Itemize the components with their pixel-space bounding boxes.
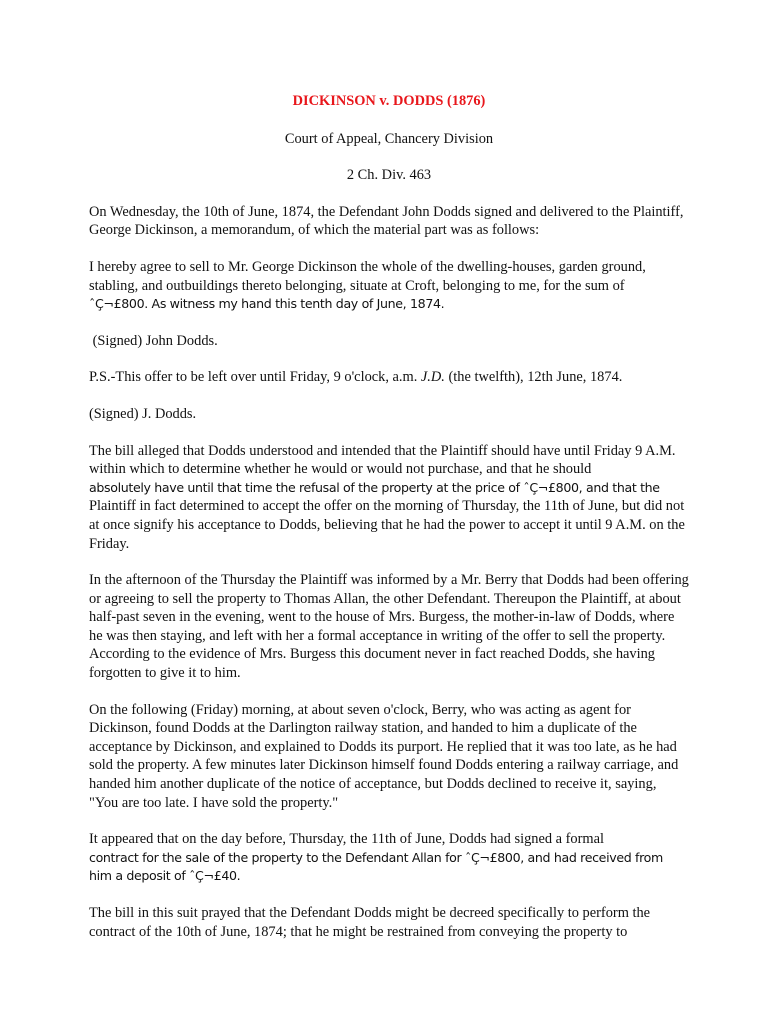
case-citation: 2 Ch. Div. 463 [346, 167, 432, 184]
paragraph-thursday-afternoon: In the afternoon of the Thursday the Plaintiff was informed by a Mr. Berry that Dodds had been offering or agreeing to sell the property to Thomas Allan, the other Defendant. Thereupon the Plaintiff, at about half-past seven in the evening, went to the house of Mrs. Burgess, the mother-in-law of Dodds, where he was then staying, and left with her a formal acceptance in writing of the offer to sell the property. According to the evidence of Mrs. Burgess this document never in fact reached Dodds, she having forgotten to give it to him. [89, 572, 689, 682]
postscript-text: P.S.-This offer to be left over until Friday, 9 o'clock, a.m. [89, 369, 421, 386]
signature-j-dodds: (Signed) J. Dodds. [89, 405, 197, 422]
memorandum-paragraph [89, 258, 689, 314]
bill-alleged-text-2: Plaintiff in fact determined to accept the offer on the morning of Thursday, the 11th of June, but did not at once signify his acceptance to Dodds, believing that he had the power to accept it until 9 A.M. on the Friday. [89, 498, 685, 552]
paragraph-1: On Wednesday, the 10th of June, 1874, the Defendant John Dodds signed and delivered to the Plaintiff, George Dickinson, a memorandum, of which the material part was as follows: [89, 203, 684, 239]
memorandum-text: I hereby agree to sell to Mr. George Dickinson the whole of the dwelling-houses, garden ground, stabling, and outbuildings thereto belonging, situate at Croft, belonging to me, for the sum of [89, 258, 646, 294]
case-title: DICKINSON v. DODDS (1876) [292, 93, 486, 109]
postscript-paragraph [89, 368, 689, 387]
contract-allan-text-1: It appeared that on the day before, Thursday, the 11th of June, Dodds had signed a formal [89, 831, 604, 848]
paragraph-contract-allan [89, 830, 689, 886]
memorandum-price-line: ˆÇ¬£800. As witness my hand this tenth day of June, 1874. [89, 296, 445, 312]
contract-allan-price-line: contract for the sale of the property to the Defendant Allan for ˆÇ¬£800, and had received from [89, 849, 663, 865]
court-name: Court of Appeal, Chancery Division [284, 130, 494, 147]
signature-john-dodds: (Signed) John Dodds. [89, 332, 218, 349]
initials: J.D. [420, 369, 445, 386]
paragraph-bill-prayed: The bill in this suit prayed that the Defendant Dodds might be decreed specifically to perform the contract of the 10th of June, 1874; that he might be restrained from conveying the property to [89, 905, 651, 940]
postscript-date: (the twelfth), 12th June, 1874. [444, 369, 623, 386]
document-page [89, 92, 689, 959]
contract-allan-deposit-line: him a deposit of ˆÇ¬£40. [89, 868, 241, 884]
bill-alleged-text-1: The bill alleged that Dodds understood and intended that the Plaintiff should have until Friday 9 A.M. within which to determine whether he would or would not purchase, and that he should [89, 442, 676, 478]
paragraph-friday-morning: On the following (Friday) morning, at about seven o'clock, Berry, who was acting as agent for Dickinson, found Dodds at the Darlington railway station, and handed to him a duplicate of the acceptance by Dickinson, and explained to Dodds its purport. He replied that it was too late, as he had sold the property. A few minutes later Dickinson himself found Dodds entering a railway carriage, and handed him another duplicate of the notice of acceptance, but Dodds declined to receive it, saying, "You are too late. I have sold the property." [89, 701, 679, 811]
paragraph-bill-alleged [89, 442, 689, 554]
bill-alleged-price-line: absolutely have until that time the refusal of the property at the price of ˆÇ¬£800, and that the [89, 479, 660, 495]
